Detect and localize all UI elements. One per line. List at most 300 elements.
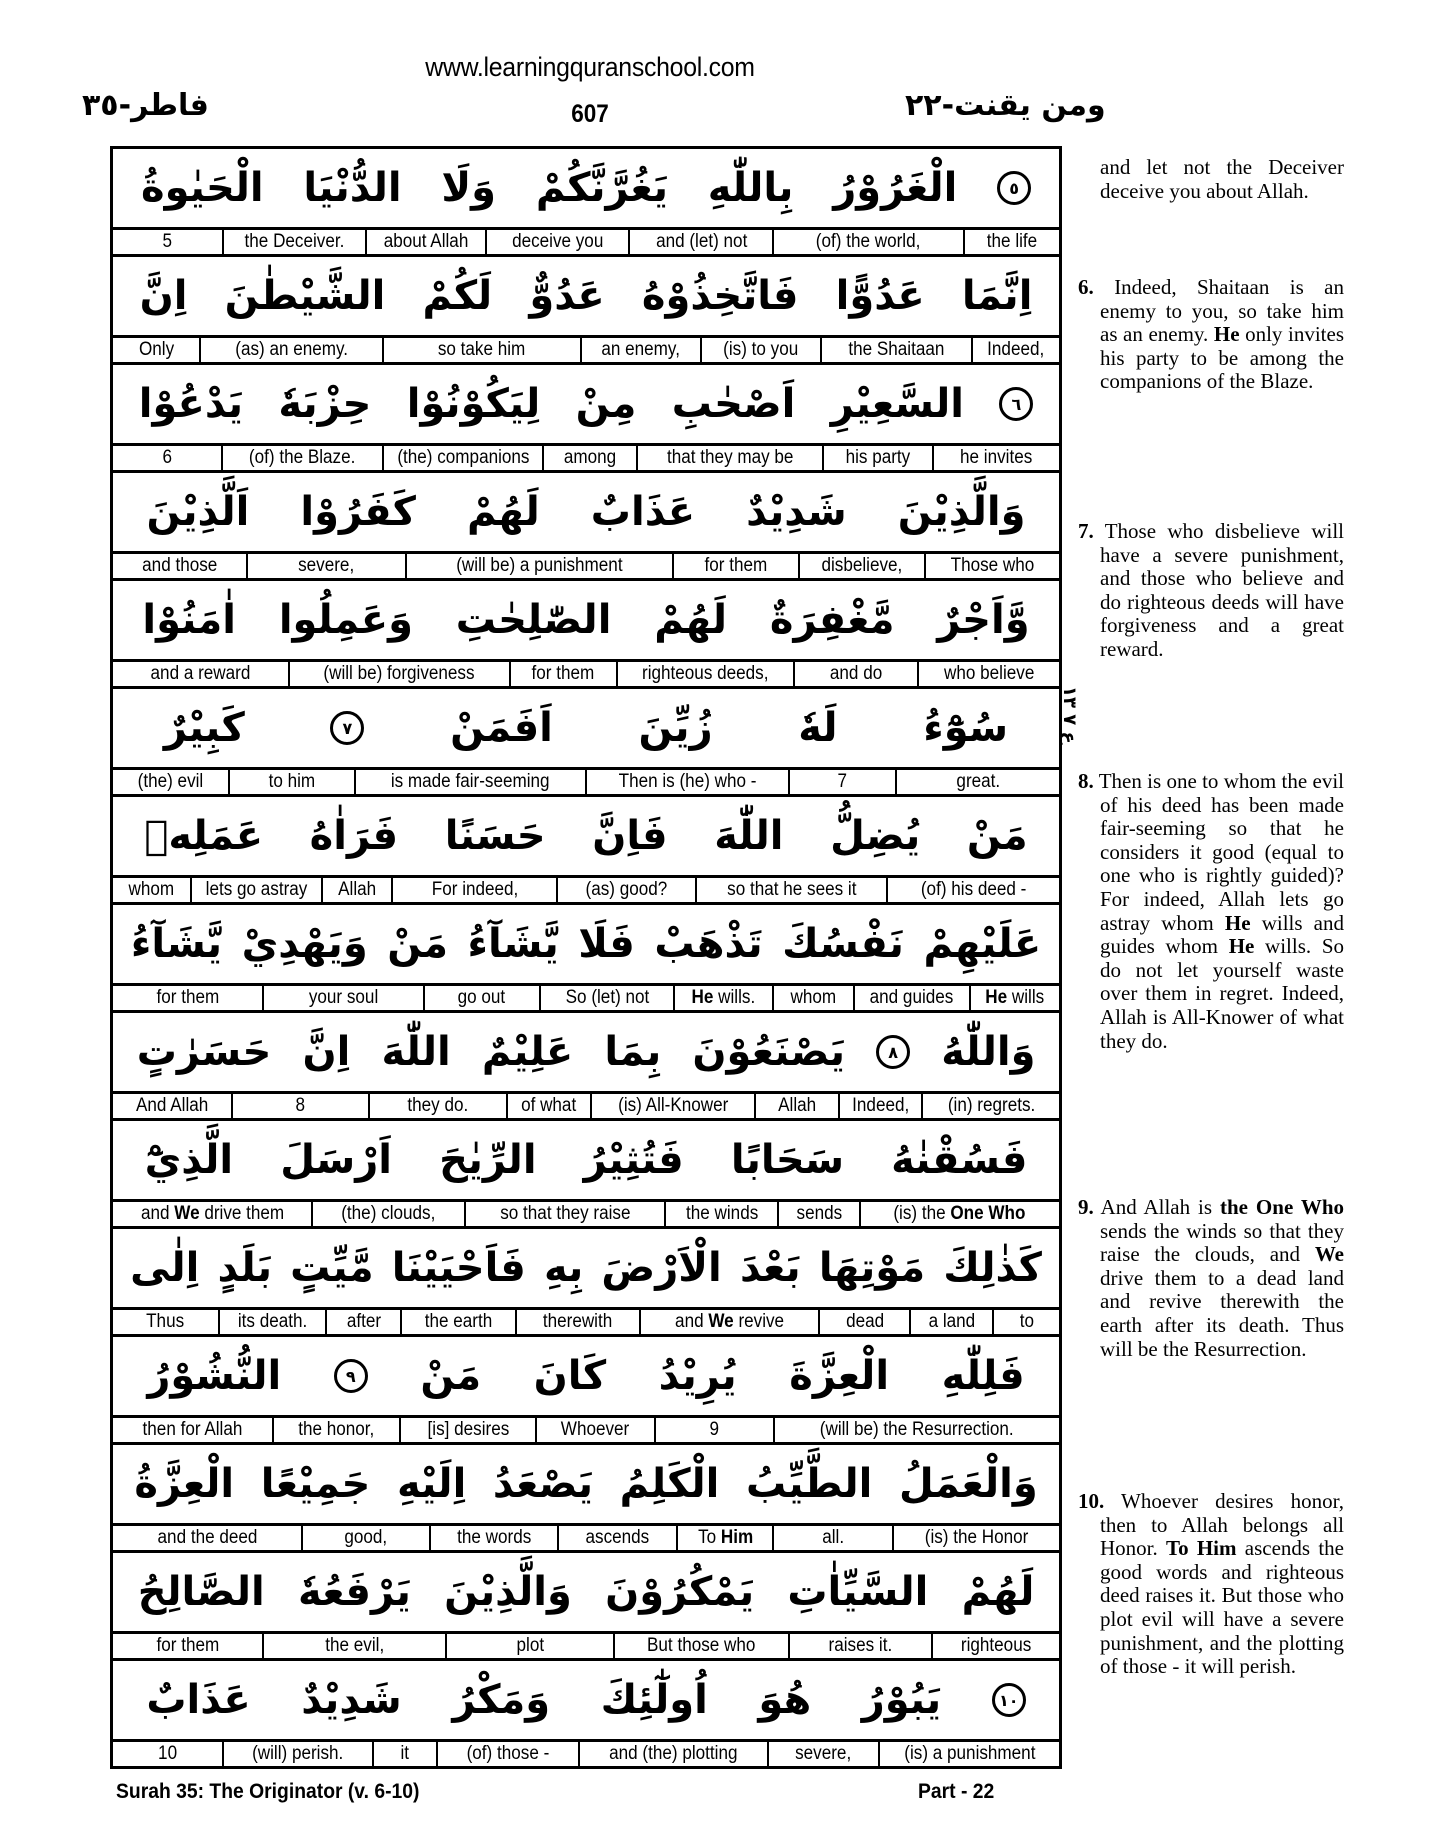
english-row [113,554,1059,581]
arabic-word: كَفَرُوْا [300,489,416,535]
english-row [113,1418,1059,1445]
arabic-word: وَالَّذِيْنَ [444,1569,572,1615]
english-gloss-cell [506,1094,589,1118]
arabic-row [113,473,1059,554]
english-gloss-cell [969,986,1059,1010]
arabic-word: شَدِيْدٌ [301,1677,402,1723]
english-gloss-text: that they may be [666,447,793,468]
arabic-word: لَهُمْ [466,489,540,535]
english-gloss-text: a land [928,1311,976,1332]
english-gloss-text: about Allah [383,231,469,252]
arabic-word: الشَّيْطٰنَ [224,273,386,319]
english-gloss-text: the evil, [325,1635,385,1656]
english-gloss-text: and do [829,663,882,684]
arabic-word: يُضِلُّ [830,813,921,859]
english-gloss-text: good, [344,1527,388,1548]
english-gloss-cell [113,1526,301,1550]
english-row [113,1634,1059,1661]
english-gloss-cell [423,986,539,1010]
english-gloss-text: all. [822,1527,845,1548]
arabic-word: يَّشَآءُ [130,921,223,967]
english-gloss-text: the Deceiver. [244,231,345,252]
arabic-row [113,1121,1059,1202]
arabic-word: الْكَلِمُ [619,1461,720,1507]
english-gloss-text: severe, [298,555,355,576]
english-gloss-cell [262,1634,445,1658]
english-gloss-cell [228,770,354,794]
verse-translation-text: Whoever desires honor, then to Allah belongs all Honor. To Him ascends the good words and righteous deed raises it. But those who plot evil will have a severe punishment, and the plotting of those - it will perish. [1100,1489,1345,1679]
english-gloss-cell [262,986,422,1010]
english-gloss-text: Indeed, [852,1095,910,1116]
english-gloss-text: and the deed [157,1527,258,1548]
arabic-word: السَّعِيْرِ [830,381,964,427]
arabic-word: يَبُوْرُ [861,1677,942,1723]
english-gloss-text: whom [128,879,175,900]
arabic-word: مَّغْفِرَةٌ [769,597,895,643]
arabic-word: وَيَهْدِيْ [241,921,368,967]
english-gloss-cell [391,878,556,902]
english-gloss-cell [382,338,580,362]
arabic-word: عَمَلِهٖ [144,813,264,859]
verse-end-marker: ٦ [999,387,1033,421]
english-gloss-cell [246,554,405,578]
english-gloss-cell [772,1526,892,1550]
english-gloss-text: To Him [697,1527,753,1548]
english-gloss-text: (is) to you [723,339,799,360]
arabic-word: اللّٰهَ [381,1029,451,1075]
english-gloss-cell [113,770,228,794]
english-gloss-cell [818,1310,909,1334]
english-gloss-cell [222,230,366,254]
english-gloss-text: (as) good? [585,879,668,900]
english-gloss-text: (will be) the Resurrection. [819,1419,1014,1440]
english-gloss-text: deceive you [512,231,604,252]
arabic-word: اُولٰٓئِكَ [600,1677,708,1723]
english-gloss-cell [365,230,485,254]
english-gloss-cell [664,1202,777,1226]
english-row [113,770,1059,797]
english-gloss-text: Indeed, [987,339,1045,360]
arabic-word: يَرْفَعُهٗ [297,1569,411,1615]
english-gloss-text: (will be) forgiveness [323,663,475,684]
english-gloss-cell [301,1526,429,1550]
english-gloss-cell [917,662,1059,686]
english-gloss-text: and We drive them [140,1203,284,1224]
arabic-word: مَنْ [966,813,1028,859]
english-gloss-text: dead [845,1311,884,1332]
arabic-word: وَالْعَمَلُ [898,1461,1038,1507]
english-gloss-cell [793,662,917,686]
english-gloss-text: So (let) not [565,987,649,1008]
english-gloss-cell [788,1634,932,1658]
english-gloss-cell [798,554,924,578]
arabic-word: فَاِنَّ [592,813,668,859]
arabic-word: بِهِ [543,1245,584,1291]
arabic-word: كَبِيْرٌ [163,705,245,751]
verse-translation [1076,1196,1344,1361]
english-gloss-cell [222,1742,372,1766]
arabic-row [113,797,1059,878]
arabic-word: يَصْعَدُ [492,1461,594,1507]
english-gloss-text: whom [790,987,837,1008]
arabic-word: بِاللّٰهِ [707,165,794,211]
english-gloss-cell [580,338,700,362]
english-gloss-cell [113,554,246,578]
english-gloss-cell [556,878,695,902]
english-gloss-text: for them [156,987,220,1008]
arabic-word: بِمَا [604,1029,662,1075]
english-gloss-text: sends [796,1203,842,1224]
english-gloss-text: his party [845,447,911,468]
arabic-word: اِنَّ [302,1029,351,1075]
arabic-word: عَذَابٌ [146,1677,251,1723]
arabic-row [113,1229,1059,1310]
english-gloss-cell [772,230,963,254]
arabic-row [113,581,1059,662]
english-gloss-text: (as) an enemy. [235,339,348,360]
arabic-row [113,365,1059,446]
english-gloss-cell [231,1094,369,1118]
english-gloss-cell [354,770,585,794]
english-gloss-cell [585,770,788,794]
verse-end-marker: ٩ [334,1359,368,1393]
arabic-word: اَرْسَلَ [280,1137,392,1183]
english-gloss-cell [311,1202,464,1226]
english-gloss-text: so that they raise [500,1203,631,1224]
arabic-row [113,905,1059,986]
arabic-word: يَغُرَّنَّكُمْ [535,165,668,211]
english-gloss-cell [113,1094,231,1118]
arabic-word: جَمِيْعًا [260,1461,371,1507]
english-gloss-cell [113,662,288,686]
arabic-word: اَفَمَنْ [450,705,553,751]
arabic-word: بَلَدٍ [217,1245,272,1291]
surah-header: فاطر-٣٥ [82,88,209,123]
english-gloss-text: among [564,447,617,468]
english-gloss-cell [221,446,381,470]
english-gloss-cell [464,1202,664,1226]
verse-translation-text: And Allah is the One Who sends the winds so that they raise the clouds, and We drive them to a dead land and revive therewith the earth after its death. Thus will be the Resurrection. [1100,1195,1344,1361]
english-gloss-cell [113,1418,272,1442]
arabic-word: عَذَابٌ [590,489,696,535]
english-gloss-text: and guides [870,987,954,1008]
english-gloss-cell [772,986,853,1010]
footer-part: Part - 22 [918,1780,995,1803]
english-gloss-cell [436,1742,578,1766]
english-gloss-cell [557,1526,677,1550]
english-gloss-cell [590,1094,755,1118]
arabic-row [113,1337,1059,1418]
arabic-word: زُيِّنَ [638,705,713,751]
english-gloss-text: is made fair-seeming [391,771,550,792]
arabic-word: عَلِيْمٌ [481,1029,574,1075]
english-gloss-text: righteous [960,1635,1032,1656]
english-gloss-cell [218,1310,325,1334]
english-gloss-text: (is) the One Who [893,1203,1026,1224]
verse-number: 10. [1078,1489,1105,1513]
english-gloss-cell [113,986,262,1010]
verse-number: 8. [1078,769,1094,793]
english-gloss-text: Thus [146,1311,185,1332]
english-gloss-text: (is) a punishment [903,1743,1036,1764]
english-gloss-text: and a reward [150,663,251,684]
arabic-word: الْعِزَّةُ [134,1461,235,1507]
arabic-word: الْعِزَّةَ [789,1353,890,1399]
english-row [113,878,1059,905]
english-gloss-text: so take him [438,339,526,360]
arabic-word: لَهُمْ [654,597,728,643]
english-gloss-cell [639,1310,819,1334]
arabic-word: فَلَا [578,921,635,967]
english-gloss-text: disbelieve, [821,555,903,576]
english-gloss-cell [113,230,222,254]
english-gloss-cell [382,446,542,470]
english-gloss-cell [372,1742,436,1766]
english-row [113,986,1059,1013]
arabic-word: وَاللّٰهُ [941,1029,1036,1075]
english-gloss-text: therewith [543,1311,613,1332]
english-gloss-cell [515,1310,638,1334]
english-gloss-cell [909,1310,992,1334]
arabic-word: تَذْهَبْ [654,921,763,967]
arabic-word: كَانَ [533,1353,607,1399]
arabic-word: اَصْحٰبِ [671,381,796,427]
english-gloss-text: (will be) a punishment [456,555,623,576]
ruku-marker-text: ع ٧ ١٣ [1059,686,1080,744]
verse-end-marker: ٧ [330,711,364,745]
arabic-word: اللّٰهَ [714,813,784,859]
english-gloss-text: lets go astray [205,879,308,900]
english-row [113,1742,1059,1769]
english-gloss-text: severe, [795,1743,852,1764]
arabic-word: الطَّيِّبُ [745,1461,873,1507]
arabic-row [113,257,1059,338]
english-gloss-text: for them [156,1635,220,1656]
english-gloss-text: (will) perish. [252,1743,344,1764]
arabic-word: الدُّنْيَا [303,165,402,211]
arabic-word: كَذٰلِكَ [943,1245,1042,1291]
arabic-word: مَّيِّتٍ [290,1245,374,1291]
english-gloss-text: For indeed, [431,879,518,900]
english-gloss-cell [485,230,629,254]
verse-translation-text: Then is one to whom the evil of his deed has been made fair-seeming so that he considers it good (equal to one who is rightly guided)? For indeed, Allah lets go astray whom He wills and guides whom He wills. So do not let yourself waste over them in regret. Indeed, Allah is All-Knower of what they do. [1098,769,1344,1053]
english-gloss-cell [272,1418,399,1442]
english-gloss-text: (the) clouds, [341,1203,436,1224]
verse-number: 9. [1078,1195,1094,1219]
arabic-word: فَاتَّخِذُوْهُ [641,273,799,319]
english-gloss-cell [190,878,321,902]
english-gloss-text: the Shaitaan [848,339,945,360]
arabic-word: سُوْٓءُ [923,705,1009,751]
arabic-word: يَّشَآءُ [467,921,559,967]
english-gloss-text: But those who [646,1635,756,1656]
arabic-word: اِنَّمَا [961,273,1033,319]
arabic-word: وَلَا [441,165,497,211]
english-gloss-text: great. [955,771,1000,792]
english-gloss-cell [539,986,673,1010]
english-gloss-cell [445,1634,612,1658]
arabic-word: الْاَرْضَ [601,1245,722,1291]
arabic-word: اَلَّذِيْنَ [146,489,250,535]
footer-surah: Surah 35: The Originator (v. 6-10) [116,1780,420,1803]
part-header: ومن يقنت-٢٢ [905,88,1106,123]
arabic-word: وَمَكْرُ [452,1677,551,1723]
english-gloss-cell [542,446,636,470]
english-gloss-text: the honor, [298,1419,375,1440]
english-gloss-text: to him [268,771,315,792]
english-gloss-cell [199,338,382,362]
english-gloss-text: ascends [585,1527,650,1548]
english-gloss-text: 5 [162,231,173,252]
english-row [113,662,1059,689]
english-gloss-cell [878,1742,1059,1766]
english-gloss-text: your soul [308,987,379,1008]
english-gloss-text: he invites [960,447,1033,468]
arabic-word: هُوَ [758,1677,812,1723]
verse-end-marker: ١٠ [992,1683,1026,1717]
verse-translation [1076,1490,1344,1679]
english-gloss-cell [695,878,886,902]
english-gloss-cell [113,338,199,362]
english-gloss-text: Then is (he) who - [618,771,757,792]
arabic-word: لِيَكُوْنُوْا [406,381,541,427]
english-gloss-cell [971,338,1059,362]
arabic-word: فَلِلّٰهِ [941,1353,1025,1399]
english-gloss-cell [921,1094,1059,1118]
arabic-word: الصَّالِحُ [137,1569,265,1615]
english-gloss-cell [676,1526,772,1550]
arabic-word: اِنَّ [139,273,188,319]
english-gloss-cell [895,770,1059,794]
english-gloss-cell [616,662,793,686]
english-gloss-text: and (the) plotting [609,1743,738,1764]
arabic-word: الَّذِيْٓ [144,1137,234,1183]
english-row [113,446,1059,473]
website-url: www.learningquranschool.com [425,52,755,82]
arabic-word: شَدِيْدٌ [746,489,847,535]
english-gloss-text: (of) his deed - [920,879,1027,900]
english-gloss-text: they do. [407,1095,469,1116]
english-gloss-text: and (let) not [655,231,747,252]
english-gloss-text: of what [521,1095,577,1116]
english-gloss-text: 6 [162,447,172,468]
english-gloss-text: 7 [837,771,847,792]
arabic-row [113,149,1059,230]
english-gloss-text: Allah [337,879,376,900]
english-gloss-text: the earth [424,1311,493,1332]
english-gloss-cell [113,1742,222,1766]
english-gloss-text: He wills. [691,987,756,1008]
verse-translation [1076,156,1344,203]
verse-translation [1076,276,1344,394]
english-gloss-cell [321,878,392,902]
arabic-word: عَلَيْهِمْ [923,921,1042,967]
english-gloss-text: Only [138,339,174,360]
english-gloss-cell [672,554,798,578]
arabic-word: الصّٰلِحٰتِ [455,597,612,643]
english-gloss-cell [628,230,772,254]
arabic-word: اٰمَنُوْا [142,597,237,643]
english-gloss-cell [113,1310,218,1334]
english-gloss-text: plot [516,1635,544,1656]
arabic-word: مَنْ [387,921,448,967]
english-gloss-cell [113,1202,311,1226]
arabic-row [113,1013,1059,1094]
english-gloss-text: an enemy, [601,339,681,360]
english-gloss-cell [288,662,509,686]
english-gloss-text: for them [531,663,595,684]
english-gloss-text: go out [458,987,506,1008]
english-row [113,338,1059,365]
arabic-word: فَسُقْنٰهُ [891,1137,1028,1183]
english-row [113,230,1059,257]
arabic-word: الْحَيٰوةُ [141,165,264,211]
arabic-word: الرِّيٰحَ [439,1137,537,1183]
english-gloss-text: Whoever [561,1419,630,1440]
arabic-word: فَتُثِيْرُ [583,1137,684,1183]
english-gloss-text: (of) the world, [816,231,921,252]
english-gloss-text: and We revive [675,1311,785,1332]
verse-end-marker: ٨ [876,1035,910,1069]
english-gloss-text: 9 [709,1419,720,1440]
english-gloss-text: (the) companions [397,447,530,468]
english-gloss-cell [777,1202,858,1226]
arabic-word: يَمْكُرُوْنَ [605,1569,755,1615]
arabic-word: اِلَيْهِ [396,1461,467,1507]
arabic-word: يُرِيْدُ [658,1353,737,1399]
english-row [113,1310,1059,1337]
english-gloss-cell [767,1742,878,1766]
arabic-word: حَسَنًا [444,813,546,859]
verse-number: 6. [1078,275,1094,299]
english-gloss-text: so that he sees it [726,879,857,900]
english-gloss-text: righteous deeds, [641,663,769,684]
english-gloss-cell [700,338,820,362]
english-gloss-cell [113,1634,262,1658]
arabic-word: فَرَاٰهُ [309,813,399,859]
arabic-row [113,1553,1059,1634]
english-gloss-text: He wills [985,987,1045,1008]
english-gloss-text: (in) regrets. [947,1095,1035,1116]
english-row [113,1094,1059,1121]
english-gloss-cell [820,338,971,362]
verse-translation-text: and let not the Deceiver deceive you about Allah. [1100,155,1344,203]
verse-end-marker: ٥ [997,171,1031,205]
arabic-word: الْغَرُوْرُ [833,165,958,211]
english-gloss-cell [613,1634,788,1658]
verse-translation [1076,770,1344,1053]
arabic-word: عَدُوٌّ [529,273,605,319]
english-gloss-cell [113,446,221,470]
english-gloss-cell [859,1202,1059,1226]
arabic-word: بَعْدَ [739,1245,801,1291]
english-gloss-text: 10 [157,1743,177,1764]
english-gloss-text: 8 [295,1095,306,1116]
english-gloss-cell [325,1310,400,1334]
english-gloss-cell [113,878,190,902]
arabic-word: عَدُوًّا [835,273,925,319]
arabic-word: مَنْ [420,1353,482,1399]
arabic-word: وَعَمِلُوا [278,597,413,643]
arabic-word: فَاَحْيَيْنَا [391,1245,526,1291]
verse-translation [1076,520,1344,662]
english-gloss-text: raises it. [828,1635,893,1656]
verse-translation-text: Those who disbelieve will have a severe punishment, and those who believe and do righteous deeds will have forgiveness and a great reward. [1100,519,1344,661]
english-gloss-text: (is) the Honor [924,1527,1029,1548]
english-row [113,1202,1059,1229]
english-gloss-cell [886,878,1059,902]
english-gloss-text: then for Allah [142,1419,243,1440]
